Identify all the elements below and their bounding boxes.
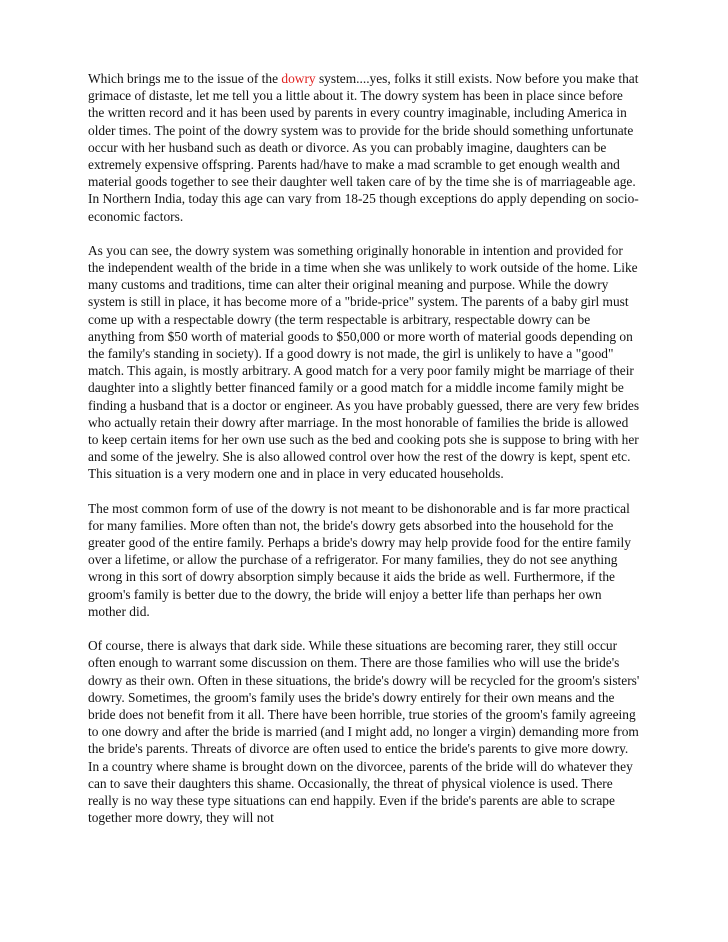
paragraph-3: The most common form of use of the dowry is not meant to be dishonorable and is far more practical for many families. More often than not, the bride's dowry gets absorbed into the household for the greater good of the entire family. Perhaps a bride's dowry may help provide food for the entire family over a lifetime, or allow the purchase of a refrigerator. For many families, they do not see anything wrong in this sort of dowry absorption simply because it aids the bride as well. Furthermore, if the groom's family is better due to the dowry, the bride will enjoy a better life than perhaps her own mother did. (88, 500, 631, 619)
paragraph-1-lead: Which brings me to the issue of the (88, 71, 282, 86)
paragraph-4: Of course, there is always that dark side. While these situations are becoming rarer, they still occur often enough to warrant some discussion on them. There are those families who will use the bride's dowry as their own. Often in these situations, the bride's dowry will be recycled for the groom's sisters' dowry. Sometimes, the groom's family uses the bride's dowry entirely for their own means and the bride does not benefit from it all. There have been horrible, true stories of the groom's family agreeing to one dowry and after the bride is married (and I might add, no longer a virgin) demanding more from the bride's parents. Threats of divorce are often used to entice the bride's parents to give more dowry. In a country where shame is brought down on the divorcee, parents of the bride will do whatever they can to save their daughters this shame. Occasionally, the threat of physical violence is used. There really is no way these type situations can end happily. Even if the bride's parents are able to scrape together more dowry, they will not (88, 638, 640, 826)
document-page (88, 70, 640, 843)
paragraph-2: As you can see, the dowry system was something originally honorable in intention and provided for the independent wealth of the bride in a time when she was unlikely to work outside of the home. Like many customs and traditions, time can alter their original meaning and purpose. While the dowry system is still in place, it has become more of a "bride-price" system. The parents of a baby girl must come up with a respectable dowry (the term respectable is arbitrary, respectable dowry can be anything from $50 worth of material goods to $50,000 or more worth of material goods depending on the family's standing in society). If a good dowry is not made, the girl is unlikely to have a "good" match. This again, is mostly arbitrary. A good match for a very poor family might be marriage of their daughter into a slightly better financed family or a good match for a middle income family might be finding a husband that is a doctor or engineer. As you have probably guessed, there are very few brides who actually retain their dowry after marriage. In the most honorable of families the bride is allowed to keep certain items for her own use such as the bed and cooking pots she is suppose to bring with her and some of the jewelry. She is also allowed control over how the rest of the dowry is kept, spent etc. This situation is a very modern one and in place in very educated households. (88, 242, 640, 482)
paragraph-1-rest: system....yes, folks it still exists. Now before you make that grimace of distaste, let me tell you a little about it. The dowry system has been in place since before the written record and it has been used by parents in every country imaginable, including America in older times. The point of the dowry system was to provide for the bride should something unfortunate occur with her husband such as death or divorce. As you can probably imagine, daughters can be extremely expensive offspring. Parents had/have to make a mad scramble to get enough wealth and material goods together to see their daughter well taken care of by the time she is of marriageable age. In Northern India, today this age can vary from 18-25 though exceptions do apply depending on socio-economic factors. (88, 71, 639, 224)
paragraph-1 (88, 70, 640, 225)
highlighted-word-dowry: dowry (281, 71, 316, 86)
